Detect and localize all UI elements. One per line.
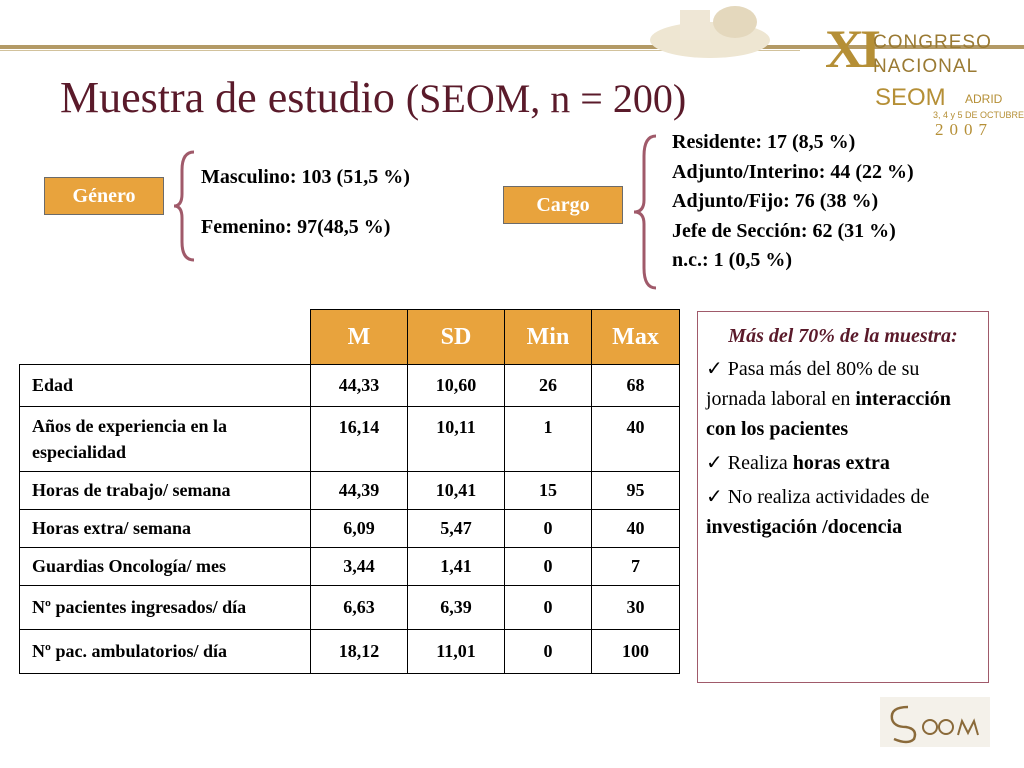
table-row xyxy=(20,586,680,630)
check-icon: ✓ xyxy=(706,358,723,380)
cell-sd: 10,11 xyxy=(408,407,505,472)
cell-m: 6,63 xyxy=(311,586,408,630)
row-label: Nº pac. ambulatorios/ día xyxy=(20,630,311,674)
cell-max: 100 xyxy=(592,630,680,674)
header-m: M xyxy=(311,310,408,365)
row-label: Horas extra/ semana xyxy=(20,510,311,548)
cell-m: 3,44 xyxy=(311,548,408,586)
cell-max: 30 xyxy=(592,586,680,630)
summary-bullet xyxy=(706,448,980,478)
logo-city: ADRID xyxy=(965,92,1003,106)
cell-max: 40 xyxy=(592,407,680,472)
logo-nacional: NACIONAL xyxy=(873,56,979,77)
cell-min: 0 xyxy=(505,548,592,586)
row-label: Nº pacientes ingresados/ día xyxy=(20,586,311,630)
cargo-jefe-seccion: Jefe de Sección: 62 (31 %) xyxy=(672,219,896,242)
header-max: Max xyxy=(592,310,680,365)
check-icon: ✓ xyxy=(706,452,723,474)
cell-min: 0 xyxy=(505,630,592,674)
summary-heading: Más del 70% de la muestra: xyxy=(728,325,958,347)
cell-min: 0 xyxy=(505,586,592,630)
logo-dates: 3, 4 y 5 DE OCTUBRE xyxy=(933,110,1024,120)
cell-max: 40 xyxy=(592,510,680,548)
logo-year: 2007 xyxy=(935,120,993,139)
cell-m: 44,33 xyxy=(311,365,408,407)
cargo-adjunto-interino: Adjunto/Interino: 44 (22 %) xyxy=(672,160,914,183)
cell-sd: 6,39 xyxy=(408,586,505,630)
bullet-text: Realiza xyxy=(727,452,788,474)
logo-seom: SEOM xyxy=(875,84,946,111)
row-label: Años de experiencia en la especialidad xyxy=(20,407,311,472)
bullet-emphasis: investigación /docencia xyxy=(706,516,903,538)
table-row xyxy=(20,472,680,510)
congress-logo xyxy=(815,18,1024,139)
cell-max: 68 xyxy=(592,365,680,407)
cell-max: 7 xyxy=(592,548,680,586)
logo-congreso: CONGRESO xyxy=(873,32,992,53)
row-label: Horas de trabajo/ semana xyxy=(20,472,311,510)
summary-bullet xyxy=(706,482,980,542)
table-row xyxy=(20,630,680,674)
bullet-emphasis: interacción con los pacientes xyxy=(706,388,951,440)
cargo-nc: n.c.: 1 (0,5 %) xyxy=(672,249,792,271)
table-header-row xyxy=(20,310,680,365)
cell-sd: 10,41 xyxy=(408,472,505,510)
genero-masculino: Masculino: 103 (51,5 %) xyxy=(201,166,410,188)
cargo-list xyxy=(672,128,914,276)
row-label: Edad xyxy=(20,365,311,407)
header-min: Min xyxy=(505,310,592,365)
summary-bullet xyxy=(706,354,980,444)
header-sd: SD xyxy=(408,310,505,365)
cell-sd: 11,01 xyxy=(408,630,505,674)
genero-femenino: Femenino: 97(48,5 %) xyxy=(201,216,391,238)
bullet-emphasis: horas extra xyxy=(792,452,890,474)
cell-m: 44,39 xyxy=(311,472,408,510)
genero-brace-icon xyxy=(170,150,200,262)
cell-sd: 1,41 xyxy=(408,548,505,586)
table-row xyxy=(20,548,680,586)
microscope-decoration xyxy=(640,0,780,60)
genero-label-box: Género xyxy=(44,177,164,215)
title-main: Muestra de estudio xyxy=(60,73,395,122)
title-sample-size: (SEOM, n = 200) xyxy=(405,76,687,121)
row-label: Guardias Oncología/ mes xyxy=(20,548,311,586)
cell-m: 6,09 xyxy=(311,510,408,548)
cell-m: 16,14 xyxy=(311,407,408,472)
cell-max: 95 xyxy=(592,472,680,510)
cargo-brace-icon xyxy=(630,134,662,290)
cell-min: 1 xyxy=(505,407,592,472)
cargo-label-box: Cargo xyxy=(503,186,623,224)
cell-min: 15 xyxy=(505,472,592,510)
cell-sd: 10,60 xyxy=(408,365,505,407)
table-row xyxy=(20,510,680,548)
cell-sd: 5,47 xyxy=(408,510,505,548)
cargo-residente: Residente: 17 (8,5 %) xyxy=(672,131,856,153)
bullet-text: No realiza actividades de xyxy=(727,486,930,508)
cell-m: 18,12 xyxy=(311,630,408,674)
cell-min: 26 xyxy=(505,365,592,407)
seom-footer-logo xyxy=(880,697,990,747)
bullet-text: Pasa más del 80% de su jornada laboral en xyxy=(706,358,920,410)
table-row xyxy=(20,365,680,407)
slide-title xyxy=(60,72,686,123)
statistics-table xyxy=(19,309,680,674)
summary-box xyxy=(697,311,989,683)
cargo-adjunto-fijo: Adjunto/Fijo: 76 (38 %) xyxy=(672,190,879,212)
logo-roman-numeral: XI xyxy=(825,19,878,79)
cell-min: 0 xyxy=(505,510,592,548)
check-icon: ✓ xyxy=(706,486,723,508)
table-header-blank xyxy=(20,310,311,365)
table-row xyxy=(20,407,680,472)
